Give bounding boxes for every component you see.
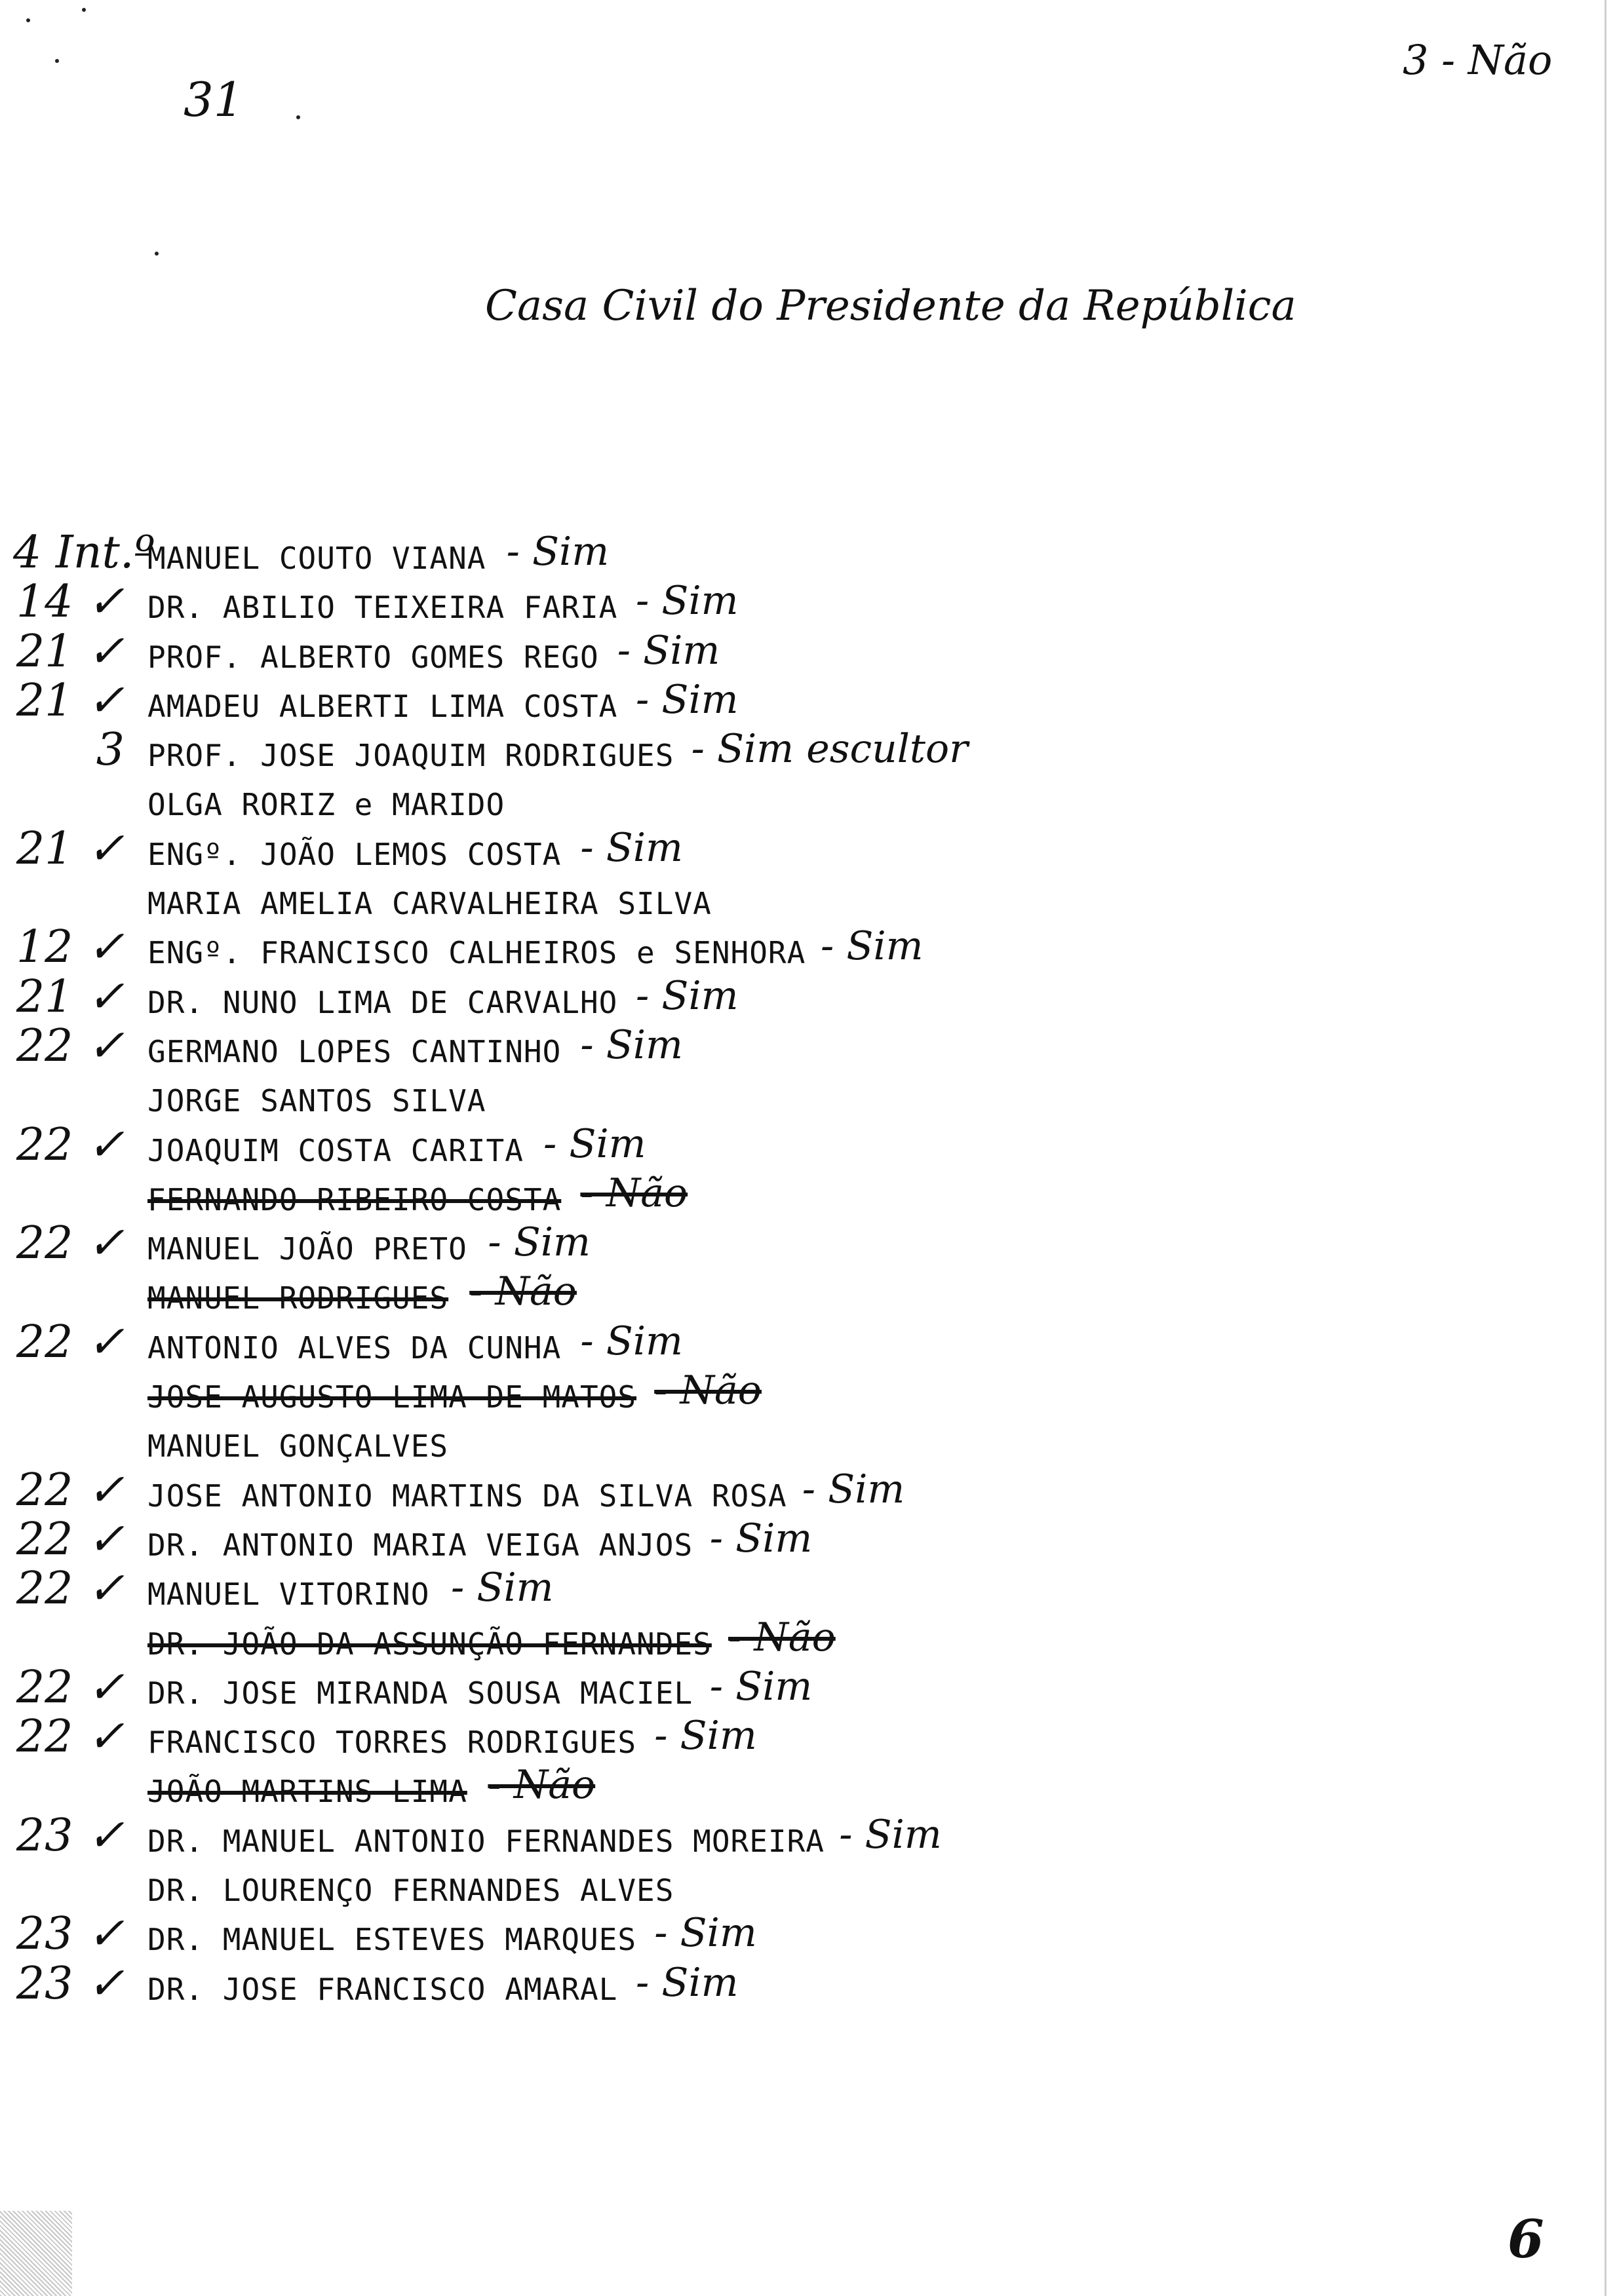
folio-mark: 31: [184, 72, 244, 127]
entry-name: DR. LOURENÇO FERNANDES ALVES: [147, 1873, 674, 1909]
list-item: [0, 1809, 1599, 1864]
list-item: [0, 1217, 1599, 1272]
entry-number: 22 ✓: [16, 1513, 125, 1565]
page-edge: [1605, 0, 1606, 2296]
list-item: [0, 921, 1599, 976]
entry-name: JORGE SANTOS SILVA: [147, 1083, 486, 1119]
entry-name: DR. JOSE MIRANDA SOUSA MACIEL: [147, 1675, 693, 1711]
list-item: [0, 1119, 1599, 1174]
entry-name: OLGA RORIZ e MARIDO: [147, 787, 505, 823]
entry-name: MANUEL COUTO VIANA: [147, 541, 486, 576]
list-item: [0, 1075, 1599, 1124]
entry-answer: - Sim: [636, 972, 739, 1019]
entry-name: AMADEU ALBERTI LIMA COSTA: [147, 688, 618, 724]
entry-name: FRANCISCO TORRES RODRIGUES: [147, 1725, 637, 1761]
entry-name: JOAQUIM COSTA CARITA: [147, 1132, 524, 1168]
entry-name: PROF. ALBERTO GOMES REGO: [147, 639, 599, 675]
list-item: [0, 1614, 1599, 1667]
entry-number: 22 ✓: [16, 1661, 125, 1713]
entry-name: MANUEL RODRIGUES: [147, 1280, 449, 1316]
entry-name: DR. JOSE FRANCISCO AMARAL: [147, 1971, 618, 2007]
list-item: [0, 1957, 1599, 2012]
entry-number: 22 ✓: [16, 1217, 125, 1270]
entry-name: FERNANDO RIBEIRO COSTA: [147, 1181, 562, 1217]
guest-list: [0, 527, 1599, 2012]
list-item: [0, 1170, 1599, 1223]
entry-name: DR. ABILIO TEIXEIRA FARIA: [147, 590, 618, 626]
entry-answer: - Sim: [709, 1663, 813, 1710]
entry-answer: - Sim: [451, 1565, 554, 1611]
entry-name: ENGº. JOÃO LEMOS COSTA: [147, 836, 562, 872]
entry-number: 22 ✓: [16, 1316, 125, 1368]
entry-answer: - Sim: [654, 1713, 757, 1759]
entry-number: 12 ✓: [16, 921, 125, 974]
list-item: [0, 1762, 1599, 1814]
entry-answer: - Sim: [488, 1219, 591, 1266]
list-item: [0, 1420, 1599, 1469]
entry-number: 22 ✓: [16, 1464, 125, 1516]
list-item: [0, 970, 1599, 1025]
entry-number: 4 Int.º: [13, 527, 155, 579]
entry-number: 3: [96, 724, 125, 776]
entry-number: 23 ✓: [16, 1908, 125, 1961]
list-item: [0, 822, 1599, 877]
page-number: 6: [1508, 2208, 1544, 2270]
entry-name: PROF. JOSE JOAQUIM RODRIGUES: [147, 738, 674, 774]
list-item: [0, 1269, 1599, 1321]
entry-answer: - Sim escultor: [691, 726, 968, 773]
list-item: [0, 1864, 1599, 1913]
speck: [82, 8, 86, 12]
entry-name: JOÃO MARTINS LIMA: [147, 1774, 467, 1810]
entry-number: 22 ✓: [16, 1020, 125, 1072]
list-item: [0, 877, 1599, 927]
entry-name: ENGº. FRANCISCO CALHEIROS e SENHORA: [147, 935, 806, 971]
entry-name: GERMANO LOPES CANTINHO: [147, 1033, 562, 1069]
list-item: [0, 1020, 1599, 1075]
entry-answer: - Sim: [580, 824, 683, 871]
entry-name: DR. MANUEL ANTONIO FERNANDES MOREIRA: [147, 1823, 825, 1859]
entry-answer: - Não: [654, 1368, 762, 1414]
list-item: [0, 1711, 1599, 1765]
list-item: [0, 576, 1599, 630]
entry-answer: - Sim: [654, 1910, 757, 1957]
entry-answer: - Sim: [821, 923, 924, 970]
entry-number: 21 ✓: [16, 822, 125, 875]
list-item: [0, 724, 1599, 778]
entry-answer: - Sim: [580, 1022, 683, 1068]
list-item: [0, 625, 1599, 680]
list-item: [0, 1661, 1599, 1716]
speck: [155, 252, 159, 256]
entry-number: 21 ✓: [16, 970, 125, 1023]
entry-name: MARIA AMELIA CARVALHEIRA SILVA: [147, 886, 712, 922]
list-item: [0, 674, 1599, 729]
entry-answer: - Sim: [580, 1318, 683, 1364]
entry-number: 22 ✓: [16, 1563, 125, 1615]
entry-answer: - Sim: [506, 529, 610, 575]
entry-name: JOSE ANTONIO MARTINS DA SILVA ROSA: [147, 1478, 787, 1514]
list-item: [0, 1513, 1599, 1568]
speck: [26, 18, 30, 22]
entry-answer: - Sim: [802, 1466, 905, 1512]
entry-name: MANUEL VITORINO: [147, 1577, 430, 1613]
entry-answer: - Sim: [839, 1811, 942, 1858]
entry-name: MANUEL JOÃO PRETO: [147, 1231, 467, 1267]
list-item: [0, 527, 1599, 581]
entry-name: DR. JOÃO DA ASSUNÇÃO FERNANDES: [147, 1626, 712, 1662]
entry-answer: - Sim: [709, 1515, 813, 1561]
entry-name: JOSE AUGUSTO LIMA DE MATOS: [147, 1379, 637, 1415]
entry-answer: - Não: [488, 1762, 596, 1808]
letterhead: Casa Civil do Presidente da República: [485, 282, 1296, 330]
entry-name: DR. ANTONIO MARIA VEIGA ANJOS: [147, 1527, 693, 1563]
speck: [55, 59, 59, 63]
entry-answer: - Sim: [636, 676, 739, 723]
entry-answer: - Não: [580, 1170, 688, 1216]
entry-answer: - Não: [728, 1614, 836, 1660]
list-item: [0, 1464, 1599, 1519]
entry-number: 23 ✓: [16, 1957, 125, 2010]
entry-name: DR. MANUEL ESTEVES MARQUES: [147, 1922, 637, 1958]
entry-number: 22 ✓: [16, 1711, 125, 1763]
list-item: [0, 1368, 1599, 1420]
entry-answer: - Não: [469, 1269, 577, 1315]
list-item: [0, 778, 1599, 828]
entry-name: DR. NUNO LIMA DE CARVALHO: [147, 984, 618, 1020]
entry-number: 14 ✓: [16, 576, 125, 628]
entry-answer: - Sim: [617, 627, 720, 674]
entry-answer: - Sim: [543, 1120, 646, 1167]
speck: [296, 115, 300, 119]
reference-note: 3 - Não: [1403, 36, 1553, 84]
entry-number: 23 ✓: [16, 1809, 125, 1862]
list-item: [0, 1316, 1599, 1371]
entry-name: MANUEL GONÇALVES: [147, 1428, 449, 1464]
list-item: [0, 1908, 1599, 1962]
entry-name: ANTONIO ALVES DA CUNHA: [147, 1330, 562, 1366]
entry-number: 21 ✓: [16, 674, 125, 727]
entry-number: 22 ✓: [16, 1119, 125, 1171]
entry-number: 21 ✓: [16, 625, 125, 678]
entry-answer: - Sim: [636, 1959, 739, 2006]
scan-noise: [0, 2211, 72, 2296]
list-item: [0, 1563, 1599, 1617]
entry-answer: - Sim: [636, 578, 739, 624]
